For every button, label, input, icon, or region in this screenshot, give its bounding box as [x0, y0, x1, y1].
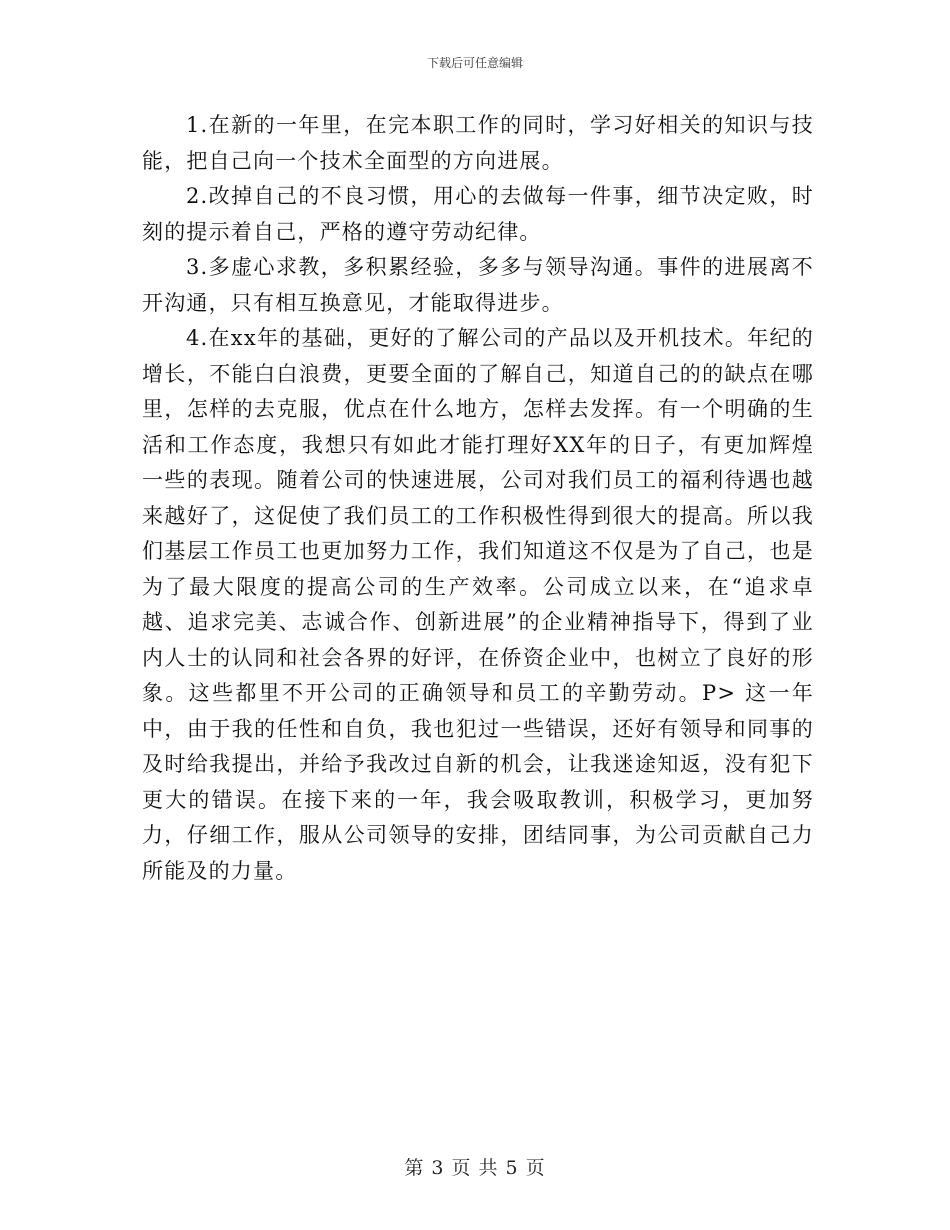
document-body: [142, 108, 814, 889]
paragraph-1: 1.在新的一年里，在完本职工作的同时，学习好相关的知识与技能，把自己向一个技术全面型的方向进展。: [142, 113, 814, 173]
paragraph-4: 4.在xx年的基础，更好的了解公司的产品以及开机技术。年纪的增长，不能白白浪费，更要全面的了解自己，知道自己的的缺点在哪里，怎样的去克服，优点在什么地方，怎样去发挥。有一个明确的生活和工作态度，我想只有如此才能打理好XX年的日子，有更加辉煌一些的表现。随着公司的快速进展，公司对我们员工的福利待遇也越来越好了，这促使了我们员工的工作积极性得到很大的提高。所以我们基层工作员工也更加努力工作，我们知道这不仅是为了自己，也是为了最大限度的提高公司的生产效率。公司成立以来，在“追求卓越、追求完美、志诚合作、创新进展”的企业精神指导下，得到了业内人士的认同和社会各界的好评，在侨资企业中，也树立了良好的形象。这些都里不开公司的正确领导和员工的辛勤劳动。P> 这一年中，由于我的任性和自负，我也犯过一些错误，还好有领导和同事的及时给我提出，并给予我改过自新的机会，让我迷途知返，没有犯下更大的错误。在接下来的一年，我会吸取教训，积极学习，更加努力，仔细工作，服从公司领导的安排，团结同事，为公司贡献自己力所能及的力量。: [142, 326, 814, 883]
paragraph-3: 3.多虚心求教，多积累经验，多多与领导沟通。事件的进展离不开沟通，只有相互换意见，才能取得进步。: [142, 255, 814, 315]
paragraph-2: 2.改掉自己的不良习惯，用心的去做每一件事，细节决定败，时刻的提示着自己，严格的遵守劳动纪律。: [142, 184, 814, 244]
header-note: 下载后可任意编辑: [426, 56, 523, 70]
page-number-footer: 第 3 页 共 5 页: [404, 1157, 546, 1179]
